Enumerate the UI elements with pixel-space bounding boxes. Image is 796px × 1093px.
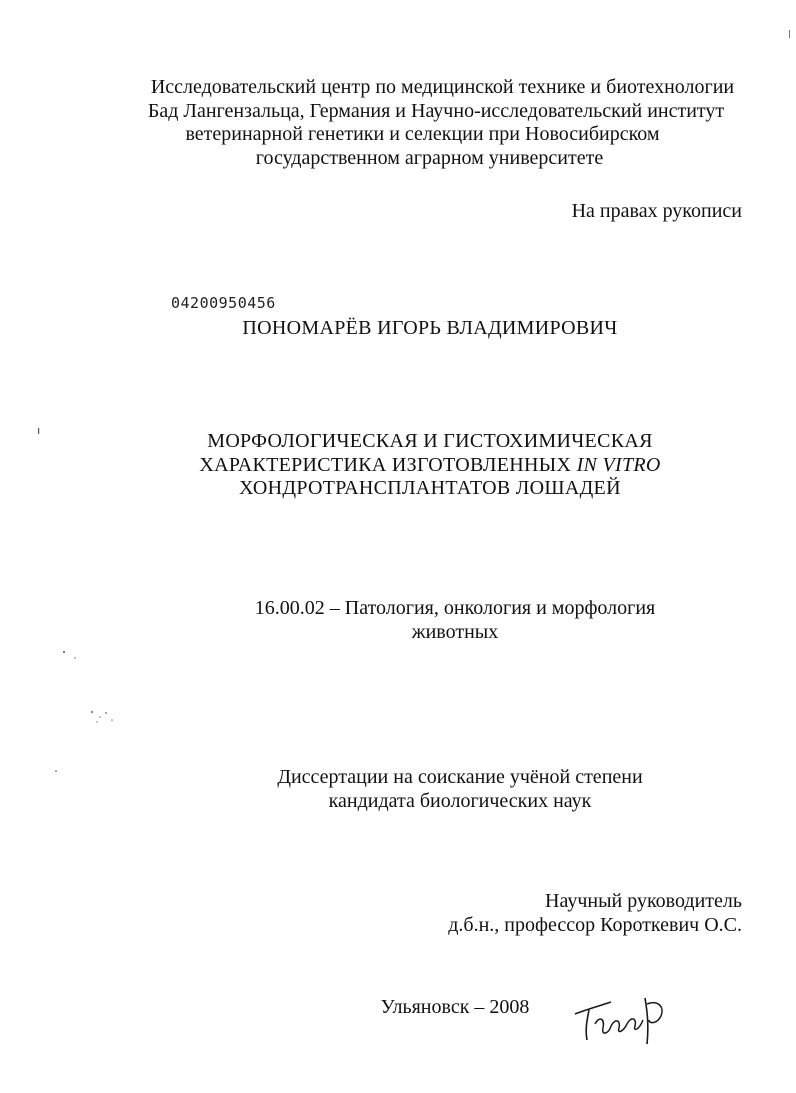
thesis-title [160,430,700,501]
title-line-2 [160,454,700,478]
supervisor-name: д.б.н., профессор Короткевич О.С. [448,913,742,936]
specialty: 16.00.02 – Патология, онкология и морфология животных [254,597,656,643]
degree-statement [250,766,670,813]
city-year: Ульяновск – 2008 [380,996,530,1018]
institution-line-2: Бад Лангензальца, Германия и Научно-исследовательский институт [147,99,725,122]
supervisor [400,890,742,937]
institution-header [100,76,796,170]
title-line-3: ХОНДРОТРАНСПЛАНТАТОВ ЛОШАДЕЙ [239,477,621,499]
author-name: ПОНОМАРЁВ ИГОРЬ ВЛАДИМИРОВИЧ [242,317,618,339]
catalog-number: 04200950456 [171,294,276,312]
institution-line-1: Исследовательский центр по медицинской технике и биотехнологии [150,76,735,98]
title-line-2-text: ХАРАКТЕРИСТИКА ИЗГОТОВЛЕННЫХ [199,453,577,476]
rights-notice: На правах рукописи [571,200,742,222]
supervisor-label: Научный руководитель [545,890,742,912]
degree-line-1: Диссертации на соискание учёной степени [277,766,643,788]
title-line-1: МОРФОЛОГИЧЕСКАЯ И ГИСТОХИМИЧЕСКАЯ [207,430,653,452]
degree-line-2: кандидата биологических наук [328,789,592,812]
author-signature [565,990,685,1054]
title-in-vitro: IN VITRO [576,453,661,476]
institution-line-4: государственном аграрном университете [255,146,604,169]
institution-line-3: ветеринарной генетики и селекции при Новосибирском [185,123,660,145]
